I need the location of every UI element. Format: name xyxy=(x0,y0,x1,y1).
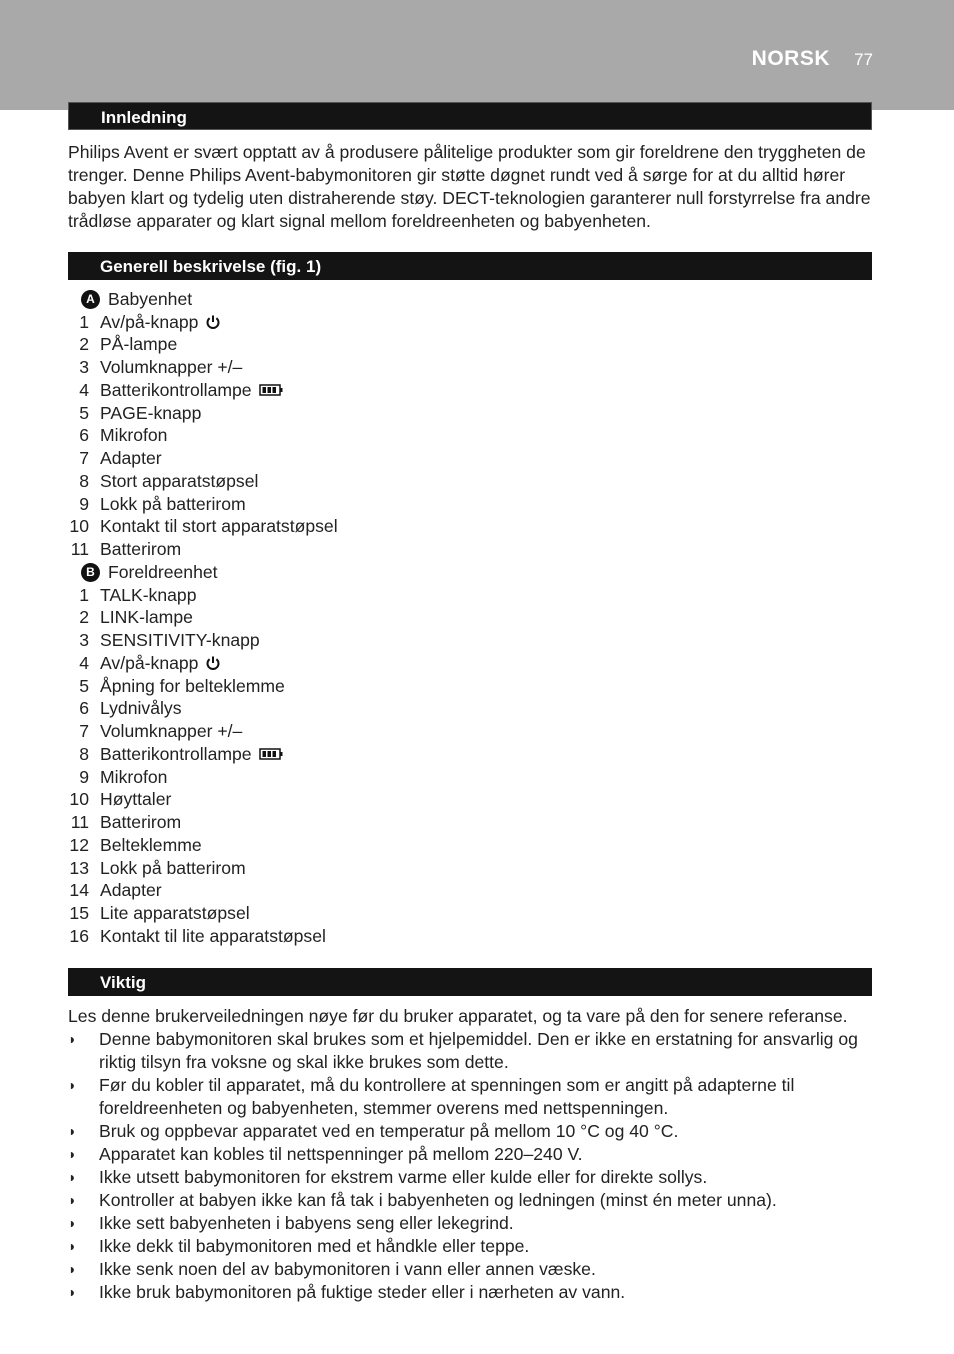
bullet-marker-icon: ◗ xyxy=(68,1192,77,1208)
item-number: 15 xyxy=(69,903,89,924)
item-label: SENSITIVITY-knapp xyxy=(100,630,260,651)
item-label: Åpning for belteklemme xyxy=(100,675,285,696)
parts-list xyxy=(62,288,562,948)
item-label: Batterirom xyxy=(100,812,182,833)
item-label: Lokk på batterirom xyxy=(100,857,246,878)
item-number: 11 xyxy=(70,539,89,560)
item-label: Lite apparatstøpsel xyxy=(100,903,250,924)
item-label: PÅ-lampe xyxy=(100,334,178,355)
power-icon xyxy=(205,314,221,330)
list-item xyxy=(62,516,562,539)
unit-a-heading xyxy=(62,288,562,311)
item-label: Lokk på batterirom xyxy=(100,493,246,514)
list-item xyxy=(62,607,562,630)
item-label: Lydnivålys xyxy=(100,698,182,719)
list-item xyxy=(62,493,562,516)
bullet-item xyxy=(68,1258,876,1281)
item-number: 6 xyxy=(79,698,89,719)
list-item xyxy=(62,675,562,698)
important-bullet-list xyxy=(68,1028,876,1304)
list-item xyxy=(62,402,562,425)
bullet-marker-icon: ◗ xyxy=(68,1215,77,1231)
section-heading-intro: Innledning xyxy=(68,102,872,130)
bullet-text: Bruk og oppbevar apparatet ved en temperatur på mellom 10 °C og 40 °C. xyxy=(99,1121,679,1141)
bullet-marker-icon: ◗ xyxy=(68,1077,77,1093)
list-item xyxy=(62,629,562,652)
item-label: Belteklemme xyxy=(100,834,202,855)
bullet-marker-icon: ◗ xyxy=(68,1146,77,1162)
section-heading-important: Viktig xyxy=(68,968,872,996)
unit-b-heading xyxy=(62,561,562,584)
item-label: Adapter xyxy=(100,448,162,469)
item-number: 7 xyxy=(79,721,89,742)
item-label: Stort apparatstøpsel xyxy=(100,470,259,491)
language-label: NORSK xyxy=(751,47,830,70)
bullet-item xyxy=(68,1028,876,1074)
item-number: 5 xyxy=(79,675,89,696)
list-item xyxy=(62,470,562,493)
list-item xyxy=(62,811,562,834)
item-number: 8 xyxy=(79,470,89,491)
item-number: 3 xyxy=(79,630,89,651)
unit-badge: B xyxy=(81,563,100,582)
item-number: 6 xyxy=(79,425,89,446)
item-number: 10 xyxy=(69,516,89,537)
list-item xyxy=(62,356,562,379)
item-number: 1 xyxy=(79,584,89,605)
item-number: 14 xyxy=(69,880,89,901)
bullet-item xyxy=(68,1074,876,1120)
list-item xyxy=(62,902,562,925)
page-header-band xyxy=(0,0,954,110)
item-label: Mikrofon xyxy=(100,766,168,787)
list-item xyxy=(62,379,562,402)
list-item xyxy=(62,652,562,675)
bullet-item xyxy=(68,1212,876,1235)
list-item xyxy=(62,334,562,357)
bullet-text: Før du kobler til apparatet, må du kontrollere at spenningen som er angitt på adapterne til foreldreenheten og babyenheten, stemmer overens med nettspenningen. xyxy=(99,1075,795,1118)
item-label: TALK-knapp xyxy=(100,584,197,605)
bullet-text: Ikke dekk til babymonitoren med et håndkle eller teppe. xyxy=(99,1236,530,1256)
bullet-item xyxy=(68,1189,876,1212)
bullet-marker-icon: ◗ xyxy=(68,1123,77,1139)
list-item xyxy=(62,766,562,789)
list-item xyxy=(62,538,562,561)
item-number: 1 xyxy=(79,311,89,332)
item-number: 7 xyxy=(79,448,89,469)
item-number: 9 xyxy=(79,493,89,514)
bullet-item xyxy=(68,1281,876,1304)
bullet-item xyxy=(68,1143,876,1166)
bullet-marker-icon: ◗ xyxy=(68,1169,77,1185)
item-label: Batterikontrollampe xyxy=(100,743,252,764)
unit-label: Foreldreenhet xyxy=(108,561,218,582)
item-label: Adapter xyxy=(100,880,162,901)
unit-badge: A xyxy=(81,290,100,309)
item-number: 3 xyxy=(79,357,89,378)
bullet-text: Kontroller at babyen ikke kan få tak i babyenheten og ledningen (minst én meter unna). xyxy=(99,1190,777,1210)
item-number: 10 xyxy=(69,789,89,810)
list-item xyxy=(62,720,562,743)
item-label: Kontakt til stort apparatstøpsel xyxy=(100,516,338,537)
item-label: Mikrofon xyxy=(100,425,168,446)
bullet-item xyxy=(68,1235,876,1258)
list-item xyxy=(62,311,562,334)
item-label: Volumknapper +/– xyxy=(100,721,243,742)
bullet-text: Denne babymonitoren skal brukes som et hjelpemiddel. Den er ikke en erstatning for ansvarlig og riktig tilsyn fra voksne og skal ikke brukes som dette. xyxy=(99,1029,858,1072)
intro-paragraph: Philips Avent er svært opptatt av å produsere pålitelige produkter som gir foreldrene den tryggheten de trenger. Denne Philips Avent-babymonitoren gir støtte døgnet rundt ved å sørge for at du alltid hører babyen klart og tydelig uten distraherende støy. DECT-teknologien garanterer null forstyrrelse fra andre trådløse apparater og klart signal mellom foreldreenheten og babyenheten. xyxy=(68,142,871,231)
item-number: 2 xyxy=(79,334,89,355)
item-label: Av/på-knapp xyxy=(100,652,199,673)
bullet-item xyxy=(68,1166,876,1189)
list-item xyxy=(62,425,562,448)
battery-icon xyxy=(259,748,283,760)
item-number: 9 xyxy=(79,766,89,787)
item-number: 13 xyxy=(69,857,89,878)
item-number: 4 xyxy=(79,379,89,400)
list-item xyxy=(62,857,562,880)
bullet-marker-icon: ◗ xyxy=(68,1284,77,1300)
item-number: 12 xyxy=(69,834,89,855)
bullet-text: Apparatet kan kobles til nettspenninger på mellom 220–240 V. xyxy=(99,1144,583,1164)
bullet-text: Ikke bruk babymonitoren på fuktige steder eller i nærheten av vann. xyxy=(99,1282,626,1302)
item-label: Volumknapper +/– xyxy=(100,357,243,378)
item-label: LINK-lampe xyxy=(100,607,193,628)
list-item xyxy=(62,584,562,607)
bullet-item xyxy=(68,1120,876,1143)
bullet-text: Ikke sett babyenheten i babyens seng eller lekegrind. xyxy=(99,1213,514,1233)
bullet-marker-icon: ◗ xyxy=(68,1238,77,1254)
bullet-text: Ikke utsett babymonitoren for ekstrem varme eller kulde eller for direkte sollys. xyxy=(99,1167,708,1187)
list-item xyxy=(62,925,562,948)
item-number: 5 xyxy=(79,402,89,423)
list-item xyxy=(62,698,562,721)
bullet-text: Ikke senk noen del av babymonitoren i vann eller annen væske. xyxy=(99,1259,596,1279)
item-number: 2 xyxy=(79,607,89,628)
page-number: 77 xyxy=(854,50,873,69)
item-number: 4 xyxy=(79,652,89,673)
item-label: Av/på-knapp xyxy=(100,311,199,332)
list-item xyxy=(62,743,562,766)
battery-icon xyxy=(259,384,283,396)
list-item xyxy=(62,834,562,857)
item-label: Batterikontrollampe xyxy=(100,379,252,400)
item-label: PAGE-knapp xyxy=(100,402,202,423)
item-number: 8 xyxy=(79,743,89,764)
list-item xyxy=(62,447,562,470)
item-number: 16 xyxy=(69,925,89,946)
bullet-marker-icon: ◗ xyxy=(68,1031,77,1047)
section-heading-general: Generell beskrivelse (fig. 1) xyxy=(68,252,872,280)
item-label: Kontakt til lite apparatstøpsel xyxy=(100,925,326,946)
list-item xyxy=(62,880,562,903)
bullet-marker-icon: ◗ xyxy=(68,1261,77,1277)
list-item xyxy=(62,789,562,812)
unit-label: Babyenhet xyxy=(108,288,193,309)
power-icon xyxy=(205,655,221,671)
item-label: Høyttaler xyxy=(100,789,172,810)
important-intro: Les denne brukerveiledningen nøye før du bruker apparatet, og ta vare på den for senere referanse. xyxy=(68,1006,848,1026)
item-label: Batterirom xyxy=(100,539,182,560)
item-number: 11 xyxy=(70,812,89,833)
